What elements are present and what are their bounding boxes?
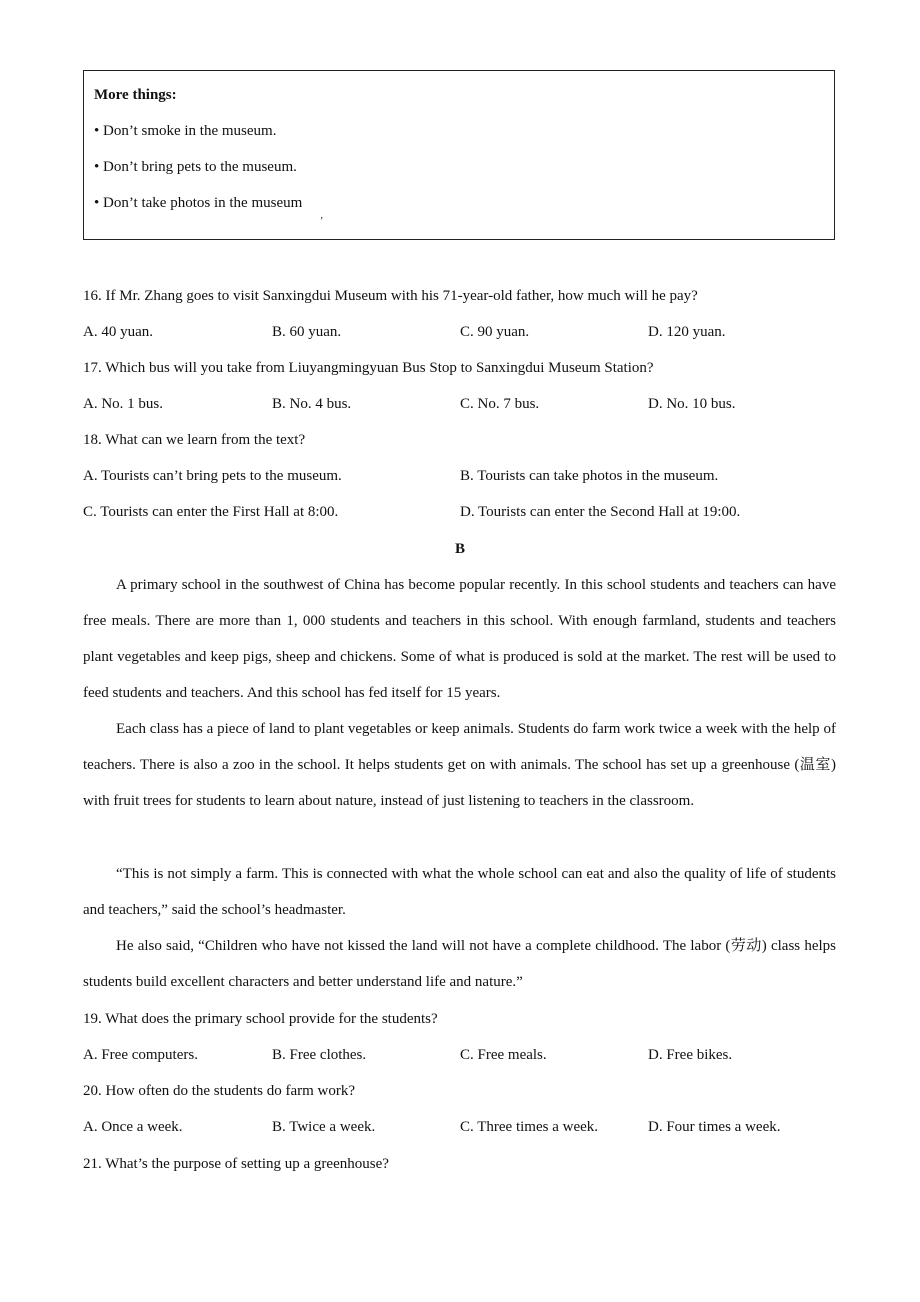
answer-option: B. 60 yuan. bbox=[272, 324, 342, 340]
passage-paragraph: “This is not simply a farm. This is connected with what the whole school can eat and also the quality of life of students and teachers,” said the school’s headmaster. bbox=[83, 866, 836, 918]
question-stem: 20. How often do the students do farm work? bbox=[83, 1083, 356, 1099]
passage-paragraph: He also said, “Children who have not kissed the land will not have a complete childhood. The labor (劳动) class helps students build excellent characters and better understand life and nature.” bbox=[83, 938, 836, 990]
notice-box bbox=[83, 70, 835, 240]
question-stem: 19. What does the primary school provide for the students? bbox=[83, 1011, 438, 1027]
answer-option: A. Once a week. bbox=[83, 1119, 183, 1135]
answer-option: A. Free computers. bbox=[83, 1047, 198, 1063]
answer-option: D. Four times a week. bbox=[648, 1119, 781, 1135]
section-title: B bbox=[454, 541, 465, 557]
passage-paragraph: A primary school in the southwest of China has become popular recently. In this school students and teachers can have free meals. There are more than 1, 000 students and teachers in this school. With enough farmland, students and teachers plant vegetables and keep pigs, sheep and chickens. Some of what is produced is sold at the market. The rest will be used to feed students and teachers. And this school has fed itself for 15 years. bbox=[83, 577, 836, 701]
answer-option: D. 120 yuan. bbox=[648, 324, 726, 340]
question-stem: 18. What can we learn from the text? bbox=[83, 432, 306, 448]
question-stem: 16. If Mr. Zhang goes to visit Sanxingdui Museum with his 71-year-old father, how much will he pay? bbox=[83, 288, 698, 304]
answer-option: B. No. 4 bus. bbox=[272, 396, 352, 412]
answer-option: B. Tourists can take photos in the museum. bbox=[460, 468, 719, 484]
answer-option: B. Twice a week. bbox=[272, 1119, 376, 1135]
notice-box-title: More things: bbox=[94, 87, 177, 103]
answer-option: A. No. 1 bus. bbox=[83, 396, 164, 412]
answer-option: C. Free meals. bbox=[460, 1047, 547, 1063]
notice-item: • Don’t take photos in the museum bbox=[94, 195, 303, 211]
answer-option: C. 90 yuan. bbox=[460, 324, 530, 340]
stray-mark: ’ bbox=[320, 216, 324, 227]
answer-option: A. 40 yuan. bbox=[83, 324, 153, 340]
answer-option: C. Tourists can enter the First Hall at 8:00. bbox=[83, 504, 339, 520]
notice-item: • Don’t bring pets to the museum. bbox=[94, 159, 297, 175]
notice-item: • Don’t smoke in the museum. bbox=[94, 123, 277, 139]
question-stem: 21. What’s the purpose of setting up a greenhouse? bbox=[83, 1156, 389, 1172]
question-stem: 17. Which bus will you take from Liuyangmingyuan Bus Stop to Sanxingdui Museum Station? bbox=[83, 360, 654, 376]
answer-option: D. Tourists can enter the Second Hall at 19:00. bbox=[460, 504, 741, 520]
answer-option: A. Tourists can’t bring pets to the museum. bbox=[83, 468, 342, 484]
answer-option: D. No. 10 bus. bbox=[648, 396, 736, 412]
answer-option: C. Three times a week. bbox=[460, 1119, 599, 1135]
answer-option: B. Free clothes. bbox=[272, 1047, 367, 1063]
answer-option: D. Free bikes. bbox=[648, 1047, 733, 1063]
passage-paragraph: Each class has a piece of land to plant vegetables or keep animals. Students do farm work twice a week with the help of teachers. There is also a zoo in the school. It helps students get on with animals. The school has set up a greenhouse (温室) with fruit trees for students to learn about nature, instead of just listening to teachers in the classroom. bbox=[83, 721, 836, 809]
answer-option: C. No. 7 bus. bbox=[460, 396, 540, 412]
